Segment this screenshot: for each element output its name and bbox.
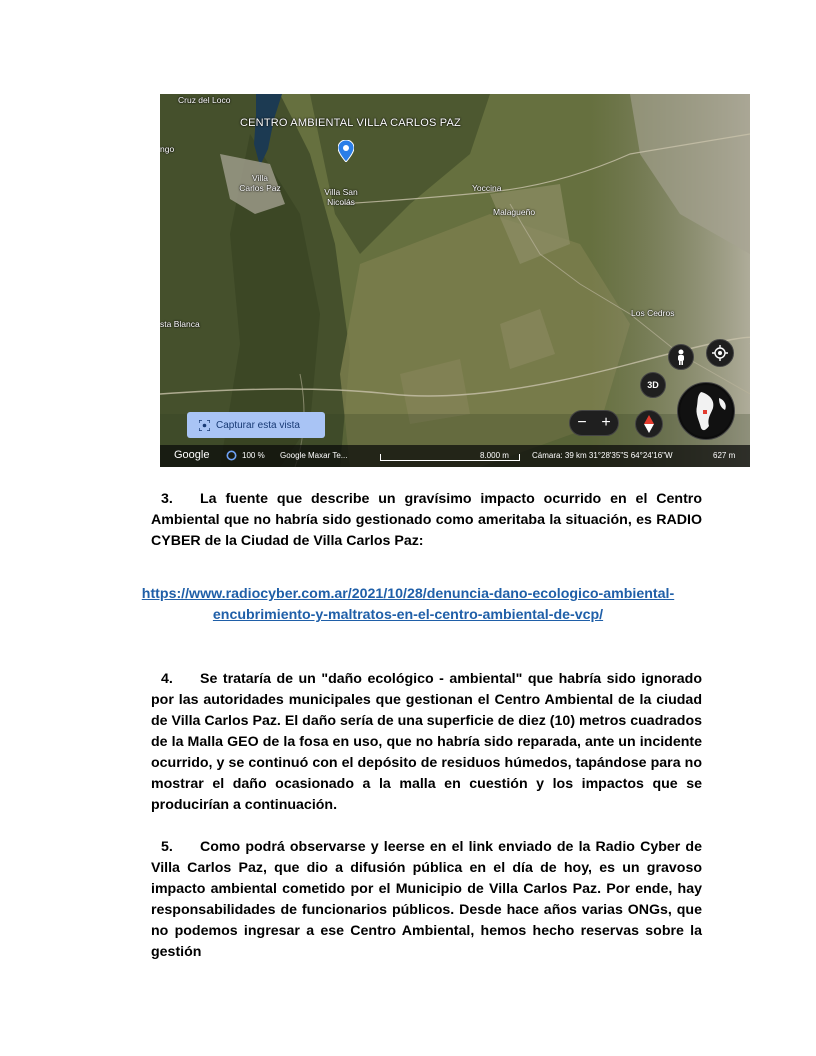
my-location-button[interactable] xyxy=(706,339,734,367)
link-line-2[interactable]: encubrimiento-y-maltratos-en-el-centro-ambiental-de-vcp/ xyxy=(212,607,604,623)
place-los-cedros: Los Cedros xyxy=(631,308,675,318)
place-vcp-line1: Villa xyxy=(252,173,268,183)
place-vcp-line2: Carlos Paz xyxy=(239,183,281,193)
paragraph-text: Como podrá observarse y leerse en el link enviado de la Radio Cyber de Villa Carlos Paz, que dio a difusión pública en el día de hoy, es un gravoso impacto ambiental cometido por el Municipio de Villa Carlos Paz. Por ende, hay responsabilidades de funcionarios públicos. Desde hace años varias ONGs, que no podemos ingresar a ese Centro Ambiental, hemos hecho reservas sobre la gestión xyxy=(151,839,702,960)
place-estancia-blanca: sta Blanca xyxy=(160,319,200,329)
compass-needle-icon xyxy=(644,415,654,433)
paragraph-number: 4. xyxy=(161,671,173,687)
crosshair-icon xyxy=(712,345,728,361)
paragraph-number: 5. xyxy=(161,839,173,855)
zoom-in-button[interactable]: + xyxy=(601,414,611,431)
map-status-bar xyxy=(160,445,750,467)
place-malagueno: Malagueño xyxy=(493,207,536,217)
source-link[interactable] xyxy=(110,584,706,626)
camera-coordinates: Cámara: 39 km 31°28'35"S 64°24'16"W xyxy=(532,451,673,460)
satellite-map[interactable] xyxy=(160,94,750,467)
imagery-attribution[interactable]: Google Maxar Te... xyxy=(280,451,348,460)
paragraph-3 xyxy=(151,489,702,552)
place-vsn-line2: Nicolás xyxy=(327,197,355,207)
capture-frame-icon xyxy=(199,420,210,431)
3d-toggle-button[interactable]: 3D xyxy=(640,372,666,398)
place-villa-san-nicolas xyxy=(318,187,364,207)
zoom-percent: 100 % xyxy=(242,451,265,460)
globe-overview[interactable] xyxy=(677,382,735,440)
capture-view-button[interactable] xyxy=(187,412,325,438)
place-vsn-line1: Villa San xyxy=(324,187,358,197)
paragraph-4 xyxy=(151,669,702,816)
place-yocsina: Yoccina xyxy=(472,183,502,193)
street-view-button[interactable] xyxy=(668,344,694,370)
compass-button[interactable] xyxy=(635,410,663,438)
paragraph-5 xyxy=(151,837,702,963)
elevation-label: 627 m xyxy=(713,451,736,460)
map-title-label: CENTRO AMBIENTAL VILLA CARLOS PAZ xyxy=(240,117,461,129)
link-line-1[interactable]: https://www.radiocyber.com.ar/2021/10/28/denuncia-dano-ecologico-ambiental- xyxy=(141,586,675,602)
place-left-edge: ngo xyxy=(160,144,175,154)
person-icon xyxy=(675,349,687,365)
place-cruz-del-loco: Cruz del Loco xyxy=(178,95,231,105)
paragraph-text: La fuente que describe un gravísimo impacto ocurrido en el Centro Ambiental que no habría sido gestionado como ameritaba la situación, es RADIO CYBER de la Ciudad de Villa Carlos Paz: xyxy=(151,491,702,549)
paragraph-number: 3. xyxy=(161,491,173,507)
globe-icon xyxy=(679,384,733,438)
place-villa-carlos-paz xyxy=(238,173,282,193)
google-logo: Google xyxy=(174,449,210,461)
zoom-controls[interactable] xyxy=(569,410,619,436)
zoom-indicator-icon xyxy=(226,450,237,463)
scale-label: 8.000 m xyxy=(480,451,509,460)
location-pin-icon[interactable] xyxy=(338,140,354,162)
paragraph-text: Se trataría de un "daño ecológico - ambiental" que habría sido ignorado por las autoridades municipales que gestionan el Centro Ambiental de la ciudad de Villa Carlos Paz. El daño sería de una superficie de diez (10) metros cuadrados de la Malla GEO de la fosa en uso, que no habría sido reparada, ante un incidente ocurrido, y se continuó con el depósito de residuos húmedos, tapándose para no mostrar el daño ocasionado a la malla en cuestión y los impactos que se producirían a continuación. xyxy=(151,671,702,813)
capture-view-label: Capturar esta vista xyxy=(216,419,300,431)
zoom-out-button[interactable]: − xyxy=(577,414,587,431)
